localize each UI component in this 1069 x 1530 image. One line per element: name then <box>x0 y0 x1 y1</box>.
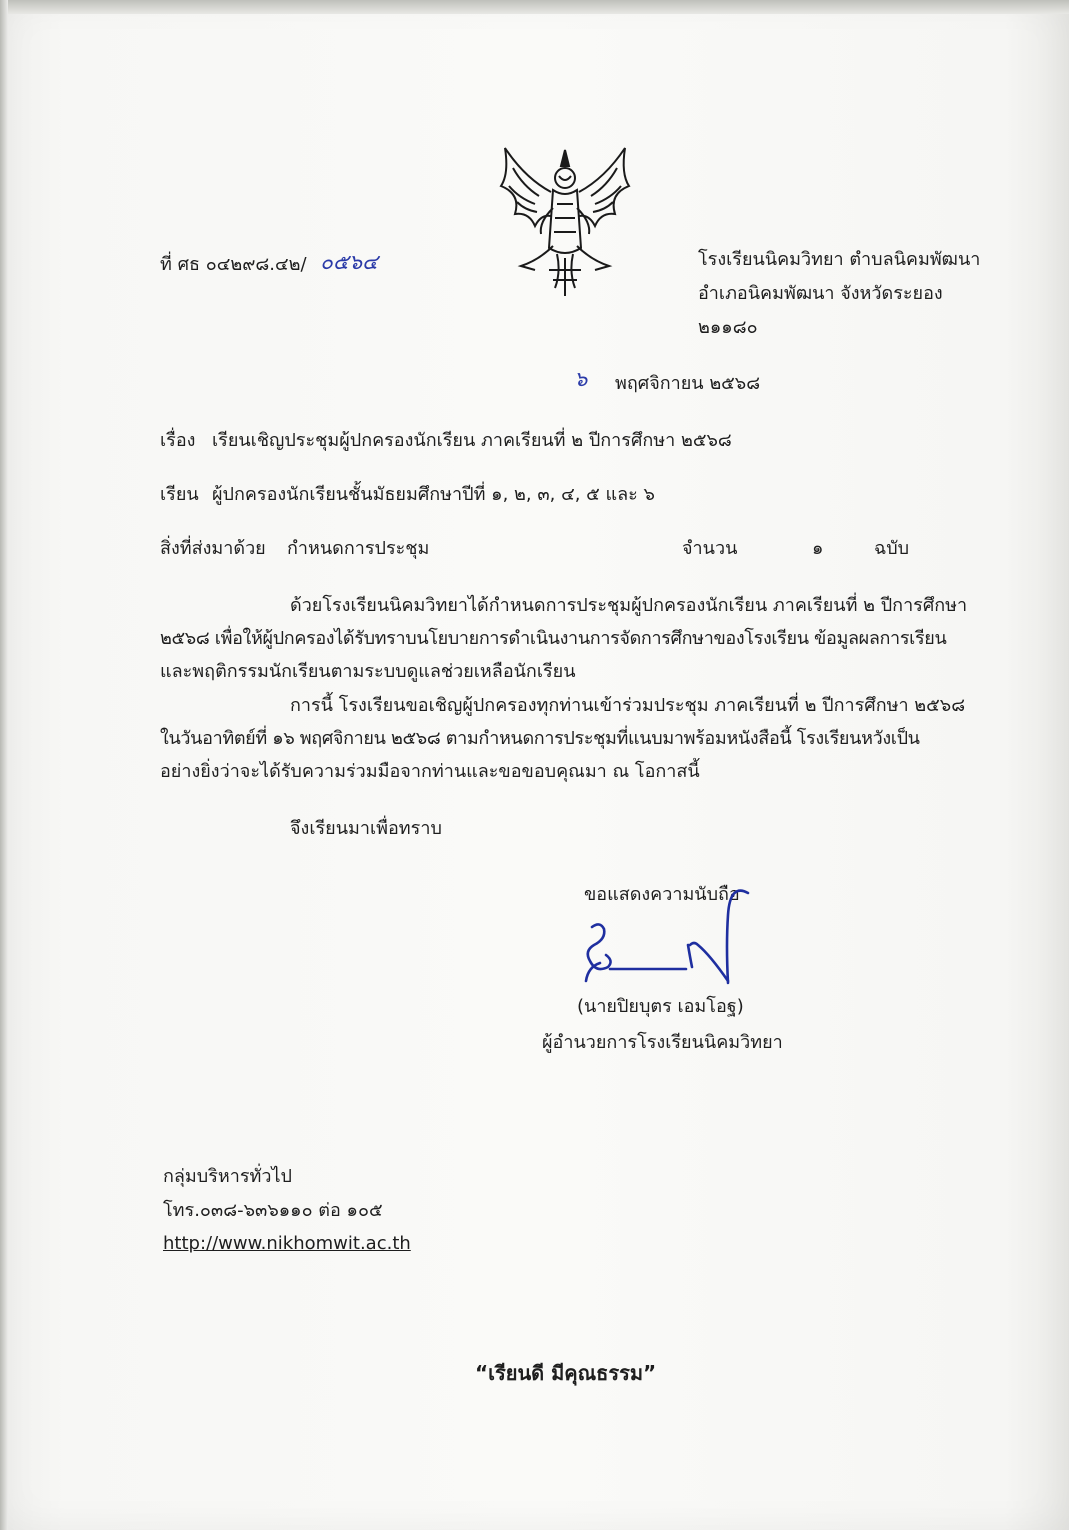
enclosure-quantity-label: จำนวน <box>682 538 738 559</box>
sender-address-line-1: โรงเรียนนิคมวิทยา ตำบลนิคมพัฒนา <box>698 249 981 270</box>
paper-top-edge <box>0 0 1069 14</box>
footer-department: กลุ่มบริหารทั่วไป <box>163 1166 292 1187</box>
body-paragraph-2-line-3: อย่างยิ่งว่าจะได้รับความร่วมมือจากท่านและขอขอบคุณมา ณ โอกาสนี้ <box>160 761 700 782</box>
enclosure-quantity: ๑ <box>812 538 824 559</box>
subject-label: เรื่อง <box>160 430 196 451</box>
body-paragraph-1-line-2: ๒๕๖๘ เพื่อให้ผู้ปกครองได้รับทราบนโยบายการดำเนินงานการจัดการศึกษาของโรงเรียน ข้อมูลผลการเรียน <box>160 628 947 649</box>
footer-phone: โทร.๐๓๘-๖๓๖๑๑๐ ต่อ ๑๐๕ <box>163 1200 383 1221</box>
enclosure-label: สิ่งที่ส่งมาด้วย <box>160 538 266 559</box>
signatory-position: ผู้อำนวยการโรงเรียนนิคมวิทยา <box>542 1032 783 1053</box>
closing-line: จึงเรียนมาเพื่อทราบ <box>290 818 442 839</box>
sender-postcode: ๒๑๑๘๐ <box>698 317 758 338</box>
handwritten-signature <box>570 885 760 995</box>
enclosure-text: กำหนดการประชุม <box>287 538 430 559</box>
body-paragraph-2-line-2: ในวันอาทิตย์ที่ ๑๖ พฤศจิกายน ๒๕๖๘ ตามกำหนดการประชุมที่แนบมาพร้อมหนังสือนี้ โรงเรียนหวังเป็น <box>160 728 920 749</box>
reference-number: ที่ ศธ ๐๔๒๙๘.๔๒/ <box>160 254 307 275</box>
recipient-label: เรียน <box>160 484 199 505</box>
complimentary-close: ขอแสดงความนับถือ <box>584 884 740 905</box>
body-paragraph-1-line-1: ด้วยโรงเรียนนิคมวิทยาได้กำหนดการประชุมผู้ปกครองนักเรียน ภาคเรียนที่ ๒ ปีการศึกษา <box>290 595 968 616</box>
recipient-text: ผู้ปกครองนักเรียนชั้นมัธยมศึกษาปีที่ ๑, ๒, ๓, ๔, ๕ และ ๖ <box>212 484 655 505</box>
signatory-name: (นายปิยบุตร เอมโอฐ) <box>577 996 744 1017</box>
footer-website-link[interactable]: http://www.nikhomwit.ac.th <box>163 1233 411 1254</box>
handwritten-reference-number: ๐๕๖๔ <box>320 250 378 274</box>
garuda-emblem-icon <box>495 138 635 298</box>
subject-text: เรียนเชิญประชุมผู้ปกครองนักเรียน ภาคเรียนที่ ๒ ปีการศึกษา ๒๕๖๘ <box>212 430 732 451</box>
enclosure-unit: ฉบับ <box>874 538 910 559</box>
sender-address-line-2: อำเภอนิคมพัฒนา จังหวัดระยอง <box>698 283 943 304</box>
date-month-year: พฤศจิกายน ๒๕๖๘ <box>615 373 761 394</box>
body-paragraph-1-line-3: และพฤติกรรมนักเรียนตามระบบดูแลช่วยเหลือนักเรียน <box>160 661 576 682</box>
body-paragraph-2-line-1: การนี้ โรงเรียนขอเชิญผู้ปกครองทุกท่านเข้าร่วมประชุม ภาคเรียนที่ ๒ ปีการศึกษา ๒๕๖๘ <box>290 695 966 716</box>
handwritten-date-day: ๖ <box>574 367 588 391</box>
paper-left-edge <box>0 0 8 1530</box>
school-motto: “เรียนดี มีคุณธรรม” <box>475 1361 657 1385</box>
